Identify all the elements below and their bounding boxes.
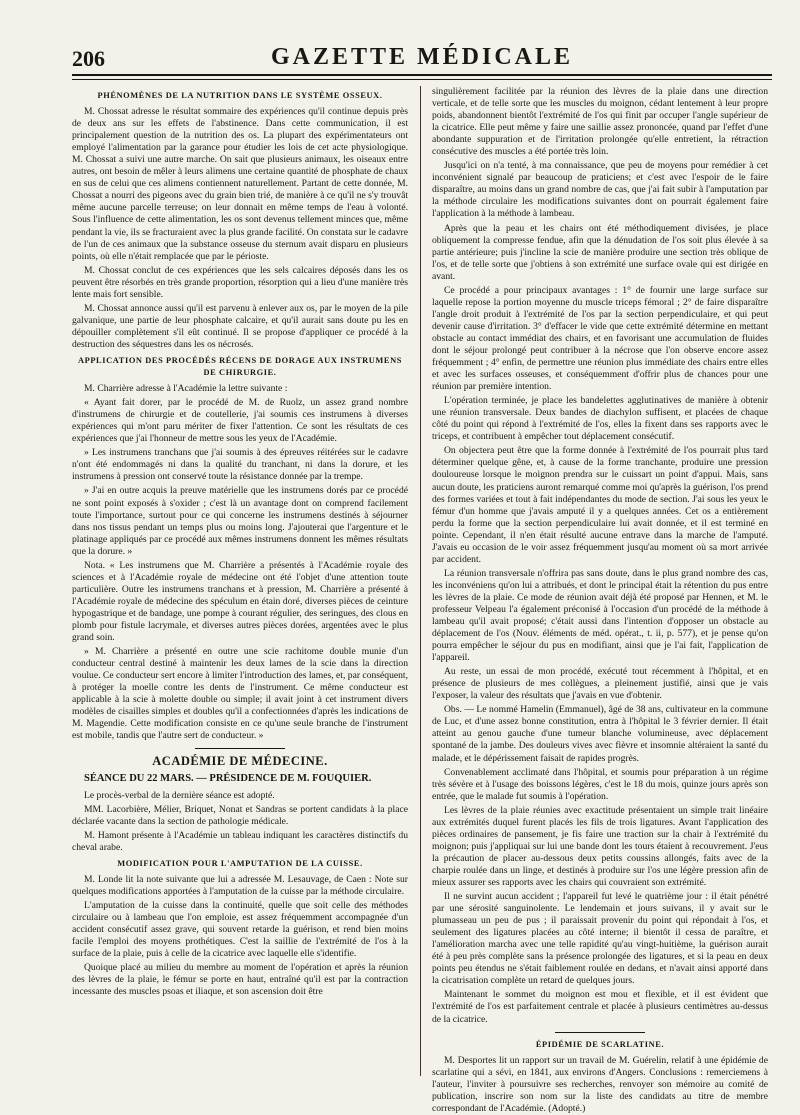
paragraph: Quoique placé au milieu du membre au moment de l'opération et après la réunion des lèvres de la plaie, le fémur se porte en haut, entraîné qu'il est par la contraction incessante des muscles psoas et iliaque, et son ascension doit être (72, 962, 408, 998)
right-column (432, 86, 768, 1114)
separator-rule (555, 1032, 645, 1033)
paragraph: M. Chossat annonce aussi qu'il est parvenu à enlever aux os, par le moyen de la pile galvanique, une partie de leur phosphate calcaire, et qu'il aurait sans doute pu les en dépouiller complètement s'il eût continué. Il se propose d'appliquer ce procédé à la destruction des séquestres dans les os nécrosés. (72, 302, 408, 350)
paragraph: » J'ai en outre acquis la preuve matérielle que les instrumens dorés par ce procédé ne sont point exposés à s'oxider ; c'est là un avantage dont on comprend facilement toute l'importance, surtout pour ce qui concerne les instrumens destinés à séjourner dans nos tissus pendant un temps plus ou moins long. J'ajouterai que l'argenture et le platinage appliqués par ce procédé aux mêmes instrumens donnent les mêmes résultats que la dorure. » (72, 485, 408, 557)
paragraph: L'opération terminée, je place les bandelettes agglutinatives de manière à obtenir une réunion transversale. Deux bandes de diachylon suffisent, et placées de chaque côté du point qui répond à l'extrémité de l'os, elles la fixent dans ses rapports avec le triceps, et contribuent à empêcher tout déplacement consécutif. (432, 395, 768, 443)
paragraph: M. Hamont présente à l'Académie un tableau indiquant les caractères distinctifs du cheval arabe. (72, 829, 408, 853)
paragraph: Au reste, un essai de mon procédé, exécuté tout récemment à l'hôpital, et en présence de plusieurs de mes collègues, a pleinement justifié, ainsi que je vais l'exposer, la valeur des résultats que j'avais en vue d'obtenir. (432, 666, 768, 702)
paragraph: » M. Charrière a présenté en outre une scie rachitome double munie d'un conducteur central destiné à maintenir les deux lames de la scie dans la direction voulue. Ce conducteur sert encore à limiter l'introduction des lames, et, par conséquent, à protéger la moelle contre les dents de l'instrument. Ce même conducteur est applicable à la scie à molette double ou simple; il avait joint à cet instrument divers modèles de cisailles simples et doubles qu'il a confectionnées d'après les indications de M. Magendie. Cette modification consiste en ce qu'une seule branche de l'instrument est mobile, tandis que l'autre sert de conducteur. » (72, 646, 408, 742)
section-title-dorage: APPLICATION DES PROCÉDÉS RÉCENS DE DORAGE AUX INSTRUMENS DE CHIRURGIE. (77, 355, 403, 378)
paragraph: Ce procédé a pour principaux avantages : 1° de fournir une large surface sur laquelle repose la portion moyenne du muscle triceps fémoral ; 2° de faire disparaître l'angle droit produit à l'extrémité de l'os par la section perpendiculaire, et qui peut devenir cause d'irritation. 3° d'effacer le vide que cette extrémité détermine en mettant obstacle au contact immédiat des chairs, et en favorisant une accumulation de fluides dont le séjour prolongé peut contribuer à la nécrose que l'on observe encore assez fréquemment ; 4° enfin, de permettre une réunion plus immédiate des chairs entre elles et avec les surfaces osseuses, et conséquemment d'offrir plus de chances pour une réunion par première intention. (432, 284, 768, 393)
paragraph: Convenablement acclimaté dans l'hôpital, et soumis pour préparation à un régime très sévère et à l'usage des boissons légères, c'est le 18 du mois, quinze jours après son entrée, que le malade fut soumis à l'opération. (432, 766, 768, 802)
left-column (72, 86, 408, 1074)
paragraph: M. Charrière adresse à l'Académie la lettre suivante : (84, 383, 288, 395)
paragraph: M. Chossat adresse le résultat sommaire des expériences qu'il continue depuis près de deux ans sur les effets de l'abstinence. Dans cette communication, il est principalement question de la nutrition des os. La plupart des expérimentateurs ont employé l'alimentation par la garance pour étudier les lois de cet acte physiologique. M. Chossat a suivi une autre marche. On sait que plusieurs animaux, les oiseaux entre autres, ont besoin de mêler à leurs alimens une certaine quantité de phosphate de chaux en sus de celui que ces alimens contiennent naturellement. Partant de cette donnée, M. Chossat a nourri des pigeons avec du grain bien trié, de manière à ce qu'il ne s'y trouvât même aucune parcelle terreuse; on leur donnait en même temps de l'eau à volonté. Sous l'influence de cette alimentation, les os sont devenus tellement minces que, même pendant la vie, ils se fracturaient avec la plus grande facilité. On constata sur le cadavre de l'un de ces animaux que la substance osseuse du sternum avait disparu en plusieurs points, où elle n'était remplacée que par le périoste. (72, 106, 408, 262)
paragraph: L'amputation de la cuisse dans la continuité, quelle que soit celle des méthodes circulaire ou à lambeau que l'on emploie, est assez fréquemment accompagnée d'un accident consécutif assez grave, qui souvent retarde la guérison, et rend bien moins facile l'emploi des moyens prothétiques. C'est la saillie de l'extrémité de l'os à la surface de la plaie, puis à celle de la cicatrice avec laquelle elle s'identifie. (72, 899, 408, 960)
paragraph: » Les instrumens tranchans que j'ai soumis à des épreuves réitérées sur le cadavre n'ont été endommagés ni dans la qualité du tranchant, ni dans la dorure, et les instrumens à pression ont conservé toute la résistance donnée par la trempe. (72, 447, 408, 483)
header-rule (72, 74, 772, 80)
paragraph: Jusqu'ici on n'a tenté, à ma connaissance, que peu de moyens pour remédier à cet inconvénient signalé par beaucoup de praticiens; et c'est avec l'espoir de le faire disparaître, au moins dans un grand nombre de cas, que j'ai fait subir à l'amputation par la méthode circulaire les modifications suivantes dont on pourrait également faire l'application à la méthode à lambeau. (432, 160, 768, 220)
paragraph: Les lèvres de la plaie réunies avec exactitude présentaient un simple trait linéaire aux extrémités duquel furent placés les fils de trois ligatures. Avant l'application des pièces ordinaires de pansement, je fis faire une traction sur la chair à l'extrémité du moignon; puis j'appliquai sur lui une bande dont les tours étaient à recouvrement. J'eus la précaution de placer au-dessous deux petits coussins allongés, faits avec de la charpie roulée dans un linge, et destinés à produire sur l'os une légère pression afin de mieux assurer ses rapports avec les chairs qui couvraient son extrémité. (432, 804, 768, 888)
paragraph: On objectera peut être que la forme donnée à l'extrémité de l'os pourrait plus tard déterminer quelque gêne, et, à cause de la forme tranchante, produire une pression douloureuse lorsque le moignon prendra sur le cuissart un point d'appui. Mais, sans aucun doute, les praticiens auront remarqué comme moi qu'après la guérison, l'os prend des formes variées et tout à fait indépendantes du mode de section. J'ai sous les yeux le fémur d'un homme que j'avais amputé il y a quelques années. Cet os a entièrement perdu la forme que la section perpendiculaire lui avait donnée, et il est terminé en pointe. Cependant, il n'en était résulté aucune entrave dans la marche de l'amputé. J'avais eu occasion de le voir assez fréquemment jusqu'au moment où sa mort arrivée par accident. (432, 445, 768, 565)
masthead-title: GAZETTE MÉDICALE (270, 44, 574, 70)
paragraph: singulièrement facilitée par la réunion des lèvres de la plaie dans une direction verticale, et de telle sorte que les muscles du moignon, cédant lentement à leur propre poids, abandonnent bientôt l'extrémité de l'os qui finit par occuper l'angle supérieur de la cicatrice. Elle peut même y faire une saillie assez prononcée, quand par l'effet d'une abondante suppuration et de l'irritation prolongée qu'elle entretient, la rétraction consécutive des muscles a été portée très loin. (432, 86, 768, 158)
seance-heading: SÉANCE DU 22 MARS. — PRÉSIDENCE DE M. FOUQUIER. (84, 773, 372, 785)
page-header (72, 42, 772, 72)
paragraph: Obs. — Le nommé Hamelin (Emmanuel), âgé de 38 ans, cultivateur en la commune de Luc, et d'une assez bonne constitution, entra à l'hôpital le 3 février dernier. Il était atteint au genou gauche d'une tumeur blanche volumineuse, avec déplacement spontané de la jambe. Des douleurs vives avec fièvre et insomnie altéraient la santé du malade, et le dépérissement faisait de rapides progrès. (432, 704, 768, 764)
section-title-academie: ACADÉMIE DE MÉDECINE. (152, 754, 328, 769)
paragraph: M. Desportes lit un rapport sur un travail de M. Guérelin, relatif à une épidémie de scarlatine qui a sévi, en 1841, aux environs d'Angers. Conclusions : remerciemens à l'auteur, l'inviter à poursuivre ses recherches, renvoyer son mémoire au comité de publication, inscrire son nom sur la liste des candidats au titre de membre correspondant de l'Académie. (Adopté.) (432, 1054, 768, 1114)
section-title-scarlatine: ÉPIDÉMIE DE SCARLATINE. (535, 1039, 665, 1049)
paragraph: MM. Lacorbière, Mélier, Briquet, Nonat et Sandras se portent candidats à la place déclarée vacante dans la section de pathologie médicale. (72, 803, 408, 827)
page-number: 206 (72, 46, 105, 71)
paragraph: Maintenant le sommet du moignon est mou et flexible, et il est évident que l'extrémité de l'os est parfaitement centrale et placée à plusieurs centimètres au-dessus de la cicatrice. (432, 989, 768, 1025)
paragraph: M. Chossat conclut de ces expériences que les sels calcaires déposés dans les os peuvent être résorbés en très grande proportion, résorption qui a lieu d'une manière très lente mais fort sensible. (72, 264, 408, 300)
paragraph: Il ne survint aucun accident ; l'appareil fut levé le quatrième jour : il était pénétré par une sérosité sanguinolente. Le lendemain et jours suivans, il y avait sur le plumasseau un peu de pus ; il paraissait provenir du point qui répondait à l'os, et seulement des ligatures placées au côté interne; il bientôt il cessa de paraître, et l'amélioration marcha avec une telle rapidité qu'au vingt-huitième, la guérison aurait été à peu près complète sans la présence prolongée des ligatures, et si la peau en deux points peu étendus ne s'était faiblement roulée en dedans, et n'avait ainsi apporté dans la cicatrisation complète un retard de quelques jours. (432, 891, 768, 987)
paragraph: M. Londe lit la note suivante que lui a adressée M. Lesauvage, de Caen : Note sur quelques modifications apportées à l'amputation de la cuisse par la méthode circulaire. (72, 873, 408, 897)
column-divider (420, 86, 421, 1076)
separator-rule (195, 748, 285, 749)
paragraph: « Ayant fait dorer, par le procédé de M. de Ruolz, un assez grand nombre d'instrumens de chirurgie et de coutellerie, j'ai soumis ces instrumens à diverses expériences qui m'ont paru mériter de fixer l'attention. Ce sont les résultats de ces expériences que j'ai l'honneur de mettre sous les yeux de l'Académie. (72, 397, 408, 445)
paragraph: Après que la peau et les chairs ont été méthodiquement divisées, je place obliquement la compresse fendue, afin que la dénudation de l'os soit plus élevée à sa partie antérieure; puis j'incline la scie de manière produire une section très oblique de l'os, et de telle sorte que j'obtiens à son extrémité une surface ovale qui est dirigée en avant. (432, 222, 768, 282)
section-title-amputation: MODIFICATION POUR L'AMPUTATION DE LA CUISSE. (117, 858, 363, 868)
paragraph: Le procès-verbal de la dernière séance est adopté. (84, 789, 275, 801)
paragraph: Nota. « Les instrumens que M. Charrière a présentés à l'Académie royale des sciences et à l'Académie royale de médecine ont été l'objet d'une attention toute particulière. Outre les instrumens tranchans et à pression, M. Charrière a présenté à l'Académie royale de médecine des spéculum en étain doré, diverses pièces de ceinture hypogastrique et de bandage, une pompe à courant régulier, des seringues, des clous en plomb pour fistule lacrymale, et diverses autres pièces dorées, argentées avec le plus grand soin. (72, 559, 408, 644)
paragraph: La réunion transversale n'offrira pas sans doute, dans le plus grand nombre des cas, les inconvéniens qu'on lui a attribués, et dont le principal était la rétention du pus entre les lèvres de la plaie. Ce mode de réunion avait déjà été proposé par Hennen, et M. le professeur Velpeau l'a également préconisé à l'occasion d'un procédé de la méthode à lambeau qu'il avait proposé; c'était aussi dans l'intention d'opposer un obstacle au déplacement de l'os (Nouv. éléments de méd. opérat., t. ii, p. 577), et je pense qu'on pourra empêcher le séjour du pus en modifiant, ainsi que je l'ai fait, l'application de l'appareil. (432, 567, 768, 664)
section-title-nutrition: PHÉNOMÈNES DE LA NUTRITION DANS LE SYSTÈME OSSEUX. (97, 91, 383, 100)
